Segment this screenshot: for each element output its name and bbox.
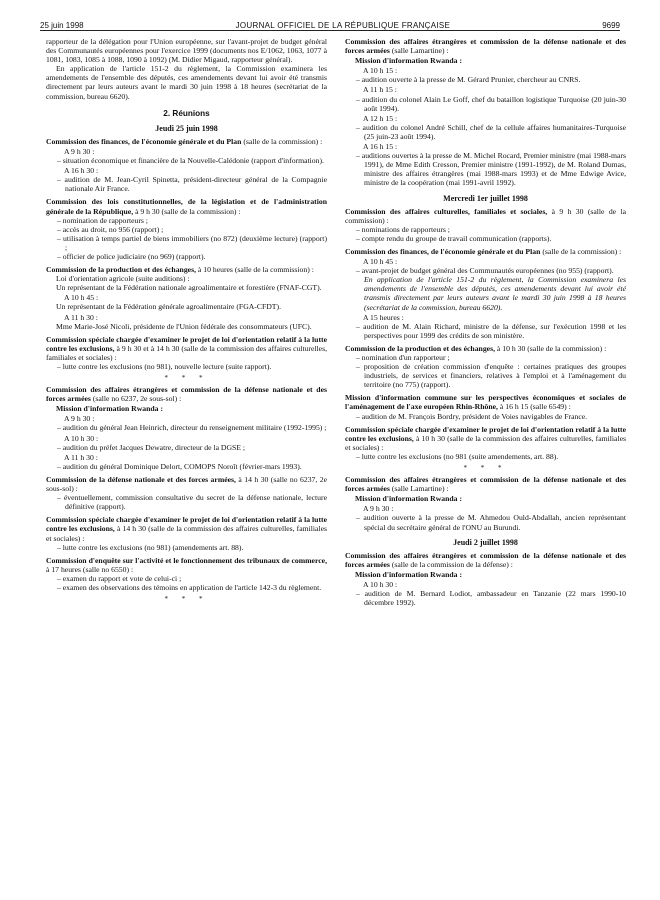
commission-title <box>345 425 626 452</box>
agenda-item: – lutte contre les exclusions (no 981), nouvelle lecture (suite rapport). <box>46 362 327 371</box>
agenda-item: – audition du colonel André Schill, chef de la cellule affaires humanitaires-Turquoise (25 juin-23 août 1994). <box>345 123 626 141</box>
commission-title <box>46 556 327 574</box>
commission-time: à 17 heures (salle no 6550) : <box>46 564 134 574</box>
agenda-list <box>345 452 626 461</box>
agenda-item: – audition du général Jean Heinrich, directeur du renseignement militaire (1992-1995) ; <box>46 423 327 432</box>
commission-room: (salle no 6237, 2e sous-sol) : <box>92 394 182 404</box>
header-date: 25 juin 1998 <box>40 20 84 30</box>
commission-time: à 16 h 15 (salle 6549) : <box>499 402 571 412</box>
agenda-list <box>46 462 327 471</box>
agenda-item: – audition du colonel Alain Le Goff, chef du bataillon logistique Turquoise (20 juin-30 août 1994). <box>345 95 626 113</box>
commission-title <box>46 335 327 362</box>
agenda-list <box>345 513 626 531</box>
agenda-list <box>46 423 327 432</box>
session-time: A 9 h 30 : <box>363 504 394 514</box>
agenda-item: – situation économique et financière de la Nouvelle-Calédonie (rapport d'information). <box>46 156 327 165</box>
agenda-item: – lutte contre les exclusions (no 981) (amendements art. 88). <box>46 543 327 552</box>
session-time: A 10 h 30 : <box>363 579 398 589</box>
session-time: A 10 h 30 : <box>64 433 99 443</box>
commission-name: Commission des affaires étrangères et commission de la défense nationale et des forces armées <box>345 37 626 56</box>
agenda-list <box>46 175 327 193</box>
agenda-list <box>345 95 626 113</box>
commission-name: Commission spéciale chargée d'examiner le projet de loi d'orientation relatif à la lutte contre les exclusions, <box>345 424 626 443</box>
agenda-list <box>46 156 327 165</box>
commission-time: à 14 h 30 (salle no 6237, 2e sous-sol) : <box>46 474 328 494</box>
commission-name: Commission des affaires étrangères et commission de la défense nationale et des forces armées <box>345 475 626 494</box>
commission-name: Commission d'enquête sur l'activité et le fonctionnement des tribunaux de commerce, <box>46 555 327 565</box>
commission-time: à 9 h 30 (salle de la commission) : <box>345 206 626 225</box>
agenda-item: – audition ouverte à la presse de M. Ahmedou Ould-Abdallah, ancien représentant spécial du secrétaire général de l'ONU au Burundi. <box>345 513 626 531</box>
agenda-item: – audition de M. Alain Richard, ministre de la défense, sur l'exécution 1998 et les perspectives pour 1999 des crédits de son ministère. <box>345 322 626 340</box>
commission-title <box>345 344 626 353</box>
agenda-text: Mme Marie-José Nicoli, présidente de l'Union fédérale des consommateurs (UFC). <box>56 321 312 331</box>
commission-name: Mission d'information commune sur les perspectives économiques et sociales de l'aménagement de l'axe européen Rhin-Rhône, <box>345 393 626 412</box>
session-time: A 9 h 30 : <box>64 146 95 156</box>
agenda-list <box>345 353 626 389</box>
day-heading: Jeudi 2 juillet 1998 <box>453 537 518 547</box>
agenda-text: Un représentant de la Fédération générale agroalimentaire (FGA-CFDT). <box>56 302 281 312</box>
commission-time: à 10 h 30 (salle de la commission) : <box>496 343 607 353</box>
session-time: A 16 h 30 : <box>64 166 99 176</box>
commission-title <box>345 207 626 225</box>
right-column <box>345 37 626 607</box>
agenda-item: – audition ouverte à la presse de M. Gérard Prunier, chercheur au CNRS. <box>345 75 626 84</box>
agenda-list <box>46 443 327 452</box>
commission-title <box>46 475 327 493</box>
agenda-item: – proposition de création commission d'enquête : certaines pratiques des groupes industriels, de services et financiers, relatives à l'emploi et à l'aménagement du territoire (no 775) (rapport). <box>345 362 626 389</box>
agenda-list <box>345 75 626 84</box>
commission-name: Commission de la production et des échanges, <box>345 343 495 353</box>
agenda-list <box>345 412 626 421</box>
agenda-item: – avant-projet de budget général des Communautés européennes (no 955) (rapport). <box>345 266 626 275</box>
agenda-item: – auditions ouvertes à la presse de M. Michel Rocard, Premier ministre (mai 1988-mars 1991), de Mme Edith Cresson, Premier ministre (1991-1992), de M. Roland Dumas, ministre des affaires étrangères (mai 1988-mars 1993) et de Mme Edwige Avice, ministre de la coopération (mai 1991-avril 1992). <box>345 151 626 187</box>
session-time: A 15 heures : <box>363 312 404 322</box>
agenda-item: – utilisation à temps partiel de biens immobiliers (no 872) (deuxième lecture) (rapport) ; <box>46 234 327 252</box>
commission-time: à 9 h 30 et à 14 h 30 (salle de la commission des affaires culturelles, familiales et sociales) : <box>46 343 328 362</box>
agenda-list <box>345 151 626 187</box>
mission-title: Mission d'information Rwanda : <box>355 56 462 66</box>
stars-separator: * * * <box>164 595 209 604</box>
commission-room: (salle de la commission) : <box>542 246 622 256</box>
commission-time: à 14 h 30 (salle de la commission des affaires culturelles, familiales et sociales) : <box>46 524 327 543</box>
commission-time: à 10 heures (salle de la commission) : <box>197 265 314 275</box>
commission-title <box>46 265 327 274</box>
agenda-list <box>345 225 626 243</box>
commission-name: Commission de la production et des échanges, <box>46 265 196 275</box>
session-time: A 11 h 30 : <box>64 452 98 462</box>
stars-separator: * * * <box>164 374 209 383</box>
header-title: JOURNAL OFFICIEL DE LA RÉPUBLIQUE FRANÇAISE <box>235 20 451 30</box>
mission-title: Mission d'information Rwanda : <box>56 404 163 414</box>
commission-name: Commission de la défense nationale et des forces armées, <box>46 474 236 484</box>
session-time: A 9 h 30 : <box>64 414 95 424</box>
commission-room: (salle de la commission) : <box>243 136 323 146</box>
agenda-item: – éventuellement, commission consultative du secret de la défense nationale, lecture définitive (rapport). <box>46 493 327 511</box>
day-heading: Mercredi 1er juillet 1998 <box>443 193 528 203</box>
mission-title: Mission d'information Rwanda : <box>355 569 462 579</box>
commission-title <box>46 197 327 215</box>
agenda-list <box>345 123 626 141</box>
agenda-item: – accès au droit, no 956 (rapport) ; <box>46 225 327 234</box>
commission-time: à 10 h 30 (salle de la commission des affaires culturelles, familiales et sociales) : <box>345 433 626 452</box>
commission-name: Commission des lois constitutionnelles, de la législation et de l'administration générale de la République, <box>46 197 327 216</box>
commission-title <box>46 385 327 403</box>
agenda-item: – examen du rapport et vote de celui-ci ; <box>46 574 327 583</box>
commission-title <box>46 137 327 146</box>
intro-amendments-paragraph: En application de l'article 151-2 du règlement, la Commission examinera les amendements de l'ensemble des députés, ces amendements devant lui avoir été transmis directement par leurs auteurs avant le mardi 30 juin 1998 à 18 heures (secrétariat de la commission, bureau 6620). <box>46 64 327 101</box>
commission-name: Commission des finances, de l'économie générale et du Plan <box>46 136 242 146</box>
agenda-item: – audition de M. Bernard Lodiot, ambassadeur en Tanzanie (22 mars 1990-10 décembre 1992). <box>345 589 626 607</box>
mission-title: Mission d'information Rwanda : <box>355 494 462 504</box>
agenda-text: Loi d'orientation agricole (suite auditions) : <box>56 274 190 284</box>
commission-name: Commission des affaires culturelles, familiales et sociales, <box>345 206 548 216</box>
commission-room: (salle de la commission de la défense) : <box>391 559 513 569</box>
stars-separator: * * * <box>463 464 508 473</box>
commission-name: Commission des finances, de l'économie générale et du Plan <box>345 246 541 256</box>
agenda-item: – lutte contre les exclusions (no 981 (suite amendements, art. 88). <box>345 452 626 461</box>
commission-name: Commission spéciale chargée d'examiner le projet de loi d'orientation relatif à la lutte contre les exclusions, <box>46 515 327 534</box>
commission-title <box>345 247 626 256</box>
agenda-item: – officier de police judiciaire (no 969) (rapport). <box>46 252 327 261</box>
session-time: A 16 h 15 : <box>363 142 398 152</box>
agenda-item: – nomination de rapporteurs ; <box>46 216 327 225</box>
commission-title <box>46 515 327 542</box>
agenda-text: Un représentant de la Fédération nationale agroalimentaire et forestière (FNAF-CGT). <box>56 283 322 293</box>
agenda-list <box>46 493 327 511</box>
commission-title <box>345 475 626 493</box>
session-time: A 11 h 15 : <box>363 85 397 95</box>
agenda-item: – nominations de rapporteurs ; <box>345 225 626 234</box>
commission-room: (salle Lamartine) : <box>391 484 449 494</box>
commission-title <box>345 551 626 569</box>
agenda-item: – examen des observations des témoins en application de l'article 142-3 du règlement. <box>46 583 327 592</box>
header-page-number: 9699 <box>602 20 620 30</box>
commission-title <box>345 37 626 55</box>
session-time: A 10 h 45 : <box>363 257 398 267</box>
amendment-note: En application de l'article 151-2 du règlement, la Commission examinera les amendements de l'ensemble des députés, ces amendements devant lui avoir été transmis directement par leurs auteurs avant le mardi 30 juin 1998 à 18 heures (secrétariat de la commission, bureau 6620). <box>364 275 626 312</box>
session-time: A 10 h 45 : <box>64 293 99 303</box>
session-time: A 12 h 15 : <box>363 113 398 123</box>
left-column <box>46 37 327 606</box>
commission-title <box>345 393 626 411</box>
agenda-list <box>46 362 327 371</box>
commission-name: Commission des affaires étrangères et commission de la défense nationale et des forces armées <box>46 385 327 404</box>
commission-room: (salle Lamartine) : <box>391 46 449 56</box>
section-heading: 2. Réunions <box>163 108 210 118</box>
commission-name: Commission des affaires étrangères et commission de la défense nationale et des forces armées <box>345 550 626 569</box>
intro-paragraph: rapporteur de la délégation pour l'Union européenne, sur l'avant-projet de budget général des Communautés européennes pour l'exercice 1999 (documents nos E/1062, 1063, 1077 à 1081, 1083, 1085 à 1088, 1090 à 1092) (M. Didier Migaud, rapporteur général). <box>46 37 327 65</box>
agenda-item: – nomination d'un rapporteur ; <box>345 353 626 362</box>
agenda-item: – audition de M. Jean-Cyril Spinetta, président-directeur général de la Compagnie nationale Air France. <box>46 175 327 193</box>
agenda-list <box>46 543 327 552</box>
agenda-list <box>345 589 626 607</box>
session-time: A 11 h 30 : <box>64 312 98 322</box>
agenda-item: – compte rendu du groupe de travail communication (rapports). <box>345 234 626 243</box>
agenda-list <box>46 574 327 592</box>
day-heading: Jeudi 25 juin 1998 <box>155 123 218 133</box>
agenda-list <box>46 216 327 261</box>
agenda-list <box>345 266 626 275</box>
page-header <box>40 16 620 31</box>
commission-time: à 9 h 30 (salle de la commission) : <box>135 206 241 216</box>
session-time: A 10 h 15 : <box>363 66 398 76</box>
agenda-item: – audition du préfet Jacques Dewatre, directeur de la DGSE ; <box>46 443 327 452</box>
agenda-item: – audition du général Dominique Delort, COMOPS Noroît (février-mars 1993). <box>46 462 327 471</box>
agenda-list <box>345 322 626 340</box>
commission-name: Commission spéciale chargée d'examiner le projet de loi d'orientation relatif à la lutte contre les exclusions, <box>46 334 327 353</box>
agenda-item: – audition de M. François Bordry, président de Voies navigables de France. <box>345 412 626 421</box>
